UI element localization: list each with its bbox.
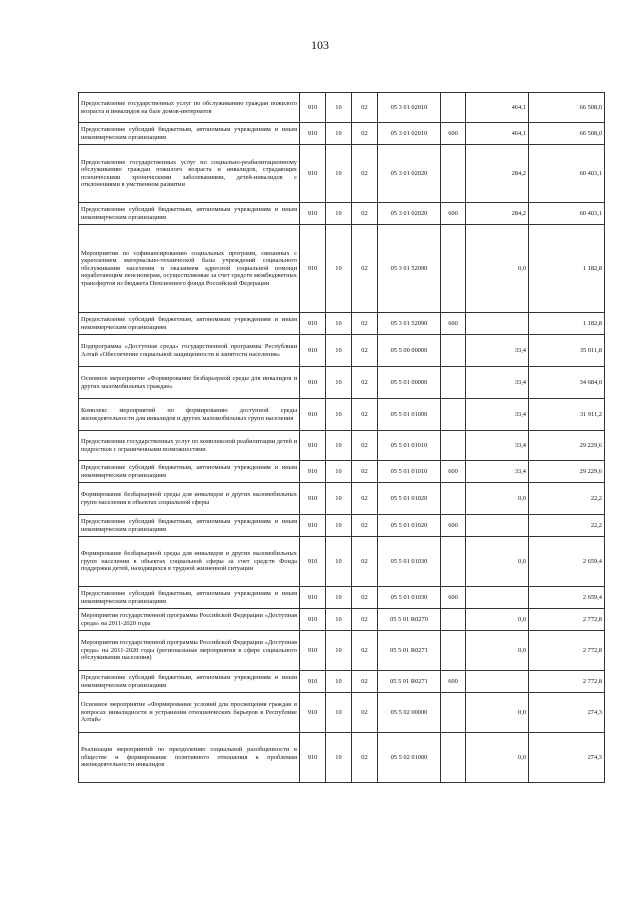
row-sum1-cell (466, 587, 529, 609)
row-vr-cell: 600 (441, 515, 466, 537)
row-name-cell: Основное мероприятие «Формирование условий для просвещения граждан в вопросах инвалидности и устранения отношенческих барьеров в Республике Алтай» (79, 693, 300, 733)
row-name-cell: Предоставление субсидий бюджетным, автономным учреждениям и иным некоммерческим организациям (79, 461, 300, 483)
row-gr-cell: 910 (300, 461, 326, 483)
table-row (79, 93, 605, 123)
row-gr-cell: 910 (300, 483, 326, 515)
table-row (79, 399, 605, 431)
row-gr-cell: 910 (300, 203, 326, 225)
row-sum2-cell: 35 011,8 (529, 335, 605, 367)
row-sum1-cell: 0,0 (466, 693, 529, 733)
row-pr-cell: 02 (352, 225, 378, 313)
table-row (79, 203, 605, 225)
row-rz-cell: 10 (326, 93, 352, 123)
row-name-cell: Предоставление субсидий бюджетным, автономным учреждениям и иным некоммерческим организациям (79, 587, 300, 609)
row-pr-cell: 02 (352, 515, 378, 537)
row-sum2-cell: 2 659,4 (529, 587, 605, 609)
row-name-cell: Предоставление субсидий бюджетным, автономным учреждениям и иным некоммерческим организациям (79, 123, 300, 145)
row-name-cell: Основное мероприятие «Формирование безбарьерной среды для инвалидов и других маломобильных граждан» (79, 367, 300, 399)
row-sum1-cell: 0,0 (466, 225, 529, 313)
row-rz-cell: 10 (326, 399, 352, 431)
row-vr-cell: 600 (441, 671, 466, 693)
row-gr-cell: 910 (300, 733, 326, 783)
row-sum2-cell: 66 508,0 (529, 123, 605, 145)
row-sum2-cell: 66 508,0 (529, 93, 605, 123)
row-csr-cell: 05 5 02 01000 (378, 733, 441, 783)
row-csr-cell: 05 3 01 02010 (378, 123, 441, 145)
row-sum1-cell (466, 671, 529, 693)
row-name-cell: Предоставление субсидий бюджетным, автономным учреждениям и иным некоммерческим организациям (79, 313, 300, 335)
row-rz-cell: 10 (326, 313, 352, 335)
table-row (79, 335, 605, 367)
table-row (79, 515, 605, 537)
row-gr-cell: 910 (300, 515, 326, 537)
row-vr-cell (441, 693, 466, 733)
row-sum2-cell: 2 659,4 (529, 537, 605, 587)
row-sum1-cell: 284,2 (466, 145, 529, 203)
row-pr-cell: 02 (352, 431, 378, 461)
row-csr-cell: 05 5 01 R0270 (378, 609, 441, 631)
row-name-cell: Предоставление государственных услуг по социально-реабилитационному обслуживанию граждан пожилого возраста и инвалидов, страдающих психическими хроническими заболеваниями, детей-инвалидов с отклонениями в умственном развитии (79, 145, 300, 203)
row-sum1-cell: 33,4 (466, 335, 529, 367)
table-row (79, 671, 605, 693)
row-sum1-cell: 464,1 (466, 93, 529, 123)
row-gr-cell: 910 (300, 587, 326, 609)
row-pr-cell: 02 (352, 203, 378, 225)
row-pr-cell: 02 (352, 733, 378, 783)
row-pr-cell: 02 (352, 93, 378, 123)
row-sum1-cell: 284,2 (466, 203, 529, 225)
row-vr-cell: 600 (441, 313, 466, 335)
row-sum1-cell: 464,1 (466, 123, 529, 145)
row-sum2-cell: 22,2 (529, 483, 605, 515)
row-vr-cell: 600 (441, 587, 466, 609)
row-vr-cell (441, 367, 466, 399)
row-csr-cell: 05 3 01 52090 (378, 225, 441, 313)
row-sum1-cell (466, 313, 529, 335)
row-rz-cell: 10 (326, 587, 352, 609)
row-rz-cell: 10 (326, 671, 352, 693)
row-sum2-cell: 29 229,6 (529, 461, 605, 483)
row-gr-cell: 910 (300, 671, 326, 693)
row-vr-cell (441, 145, 466, 203)
row-name-cell: Реализация мероприятий по преодолению социальной разобщенности в обществе и формирование позитивного отношения к проблемам жизнедеятельности инвалидов (79, 733, 300, 783)
row-gr-cell: 910 (300, 609, 326, 631)
row-vr-cell (441, 609, 466, 631)
row-sum1-cell: 33,4 (466, 431, 529, 461)
row-name-cell: Предоставление государственных услуг по обслуживанию граждан пожилого возраста и инвалидов на базе домов-интернатов (79, 93, 300, 123)
row-vr-cell (441, 399, 466, 431)
row-name-cell: Мероприятия государственной программы Российской Федерации «Доступная среда» на 2011-2020 годы (79, 609, 300, 631)
row-rz-cell: 10 (326, 123, 352, 145)
table-row (79, 313, 605, 335)
row-rz-cell: 10 (326, 483, 352, 515)
row-rz-cell: 10 (326, 335, 352, 367)
row-sum2-cell: 274,3 (529, 733, 605, 783)
row-gr-cell: 910 (300, 225, 326, 313)
table-row (79, 537, 605, 587)
row-gr-cell: 910 (300, 313, 326, 335)
row-pr-cell: 02 (352, 537, 378, 587)
row-rz-cell: 10 (326, 367, 352, 399)
row-sum2-cell: 31 911,2 (529, 399, 605, 431)
row-csr-cell: 05 5 01 R0271 (378, 671, 441, 693)
row-name-cell: Предоставление государственных услуг по комплексной реабилитации детей и подростков с ограниченными возможностями (79, 431, 300, 461)
table-row (79, 225, 605, 313)
row-rz-cell: 10 (326, 203, 352, 225)
table-row (79, 483, 605, 515)
row-sum2-cell: 2 772,8 (529, 609, 605, 631)
row-csr-cell: 05 5 01 01030 (378, 537, 441, 587)
row-sum2-cell: 34 684,0 (529, 367, 605, 399)
row-csr-cell: 05 5 01 01020 (378, 483, 441, 515)
row-csr-cell: 05 5 01 01010 (378, 431, 441, 461)
row-csr-cell: 05 5 01 01020 (378, 515, 441, 537)
table-row (79, 431, 605, 461)
row-sum1-cell: 33,4 (466, 367, 529, 399)
row-pr-cell: 02 (352, 671, 378, 693)
row-sum1-cell (466, 515, 529, 537)
row-pr-cell: 02 (352, 335, 378, 367)
row-sum2-cell: 1 182,8 (529, 225, 605, 313)
page-number: 103 (311, 38, 329, 52)
row-pr-cell: 02 (352, 123, 378, 145)
row-pr-cell: 02 (352, 609, 378, 631)
row-name-cell: Предоставление субсидий бюджетным, автономным учреждениям и иным некоммерческим организациям (79, 203, 300, 225)
row-name-cell: Формирование безбарьерной среды для инвалидов и других маломобильных групп населения в объектах социальной сферы (79, 483, 300, 515)
row-vr-cell (441, 225, 466, 313)
table-row (79, 693, 605, 733)
row-rz-cell: 10 (326, 431, 352, 461)
row-vr-cell (441, 431, 466, 461)
row-gr-cell: 910 (300, 631, 326, 671)
row-csr-cell: 05 5 01 R0271 (378, 631, 441, 671)
row-sum2-cell: 274,3 (529, 693, 605, 733)
row-gr-cell: 910 (300, 93, 326, 123)
row-vr-cell (441, 483, 466, 515)
row-sum1-cell: 0,0 (466, 537, 529, 587)
row-pr-cell: 02 (352, 483, 378, 515)
row-pr-cell: 02 (352, 367, 378, 399)
budget-table-body (79, 93, 605, 783)
row-csr-cell: 05 5 01 01030 (378, 587, 441, 609)
row-csr-cell: 05 3 01 02020 (378, 145, 441, 203)
row-vr-cell: 600 (441, 123, 466, 145)
table-row (79, 733, 605, 783)
table-row (79, 123, 605, 145)
row-sum1-cell: 0,0 (466, 483, 529, 515)
row-csr-cell: 05 5 01 01010 (378, 461, 441, 483)
row-csr-cell: 05 3 01 02020 (378, 203, 441, 225)
row-csr-cell: 05 5 01 01000 (378, 399, 441, 431)
table-row (79, 587, 605, 609)
row-name-cell: Предоставление субсидий бюджетным, автономным учреждениям и иным некоммерческим организациям (79, 671, 300, 693)
row-sum2-cell: 2 772,8 (529, 671, 605, 693)
row-rz-cell: 10 (326, 733, 352, 783)
row-sum2-cell: 1 182,8 (529, 313, 605, 335)
budget-table (78, 92, 605, 783)
row-csr-cell: 05 3 01 52090 (378, 313, 441, 335)
row-sum1-cell: 0,0 (466, 733, 529, 783)
row-pr-cell: 02 (352, 461, 378, 483)
row-gr-cell: 910 (300, 367, 326, 399)
row-pr-cell: 02 (352, 313, 378, 335)
row-sum1-cell: 33,4 (466, 399, 529, 431)
row-gr-cell: 910 (300, 123, 326, 145)
row-sum1-cell: 0,0 (466, 631, 529, 671)
row-sum2-cell: 22,2 (529, 515, 605, 537)
row-name-cell: Мероприятия государственной программы Российской Федерации «Доступная среда» на 2011-2020 годы (региональные мероприятия в сфере социального обслуживания населения) (79, 631, 300, 671)
row-name-cell: Мероприятия по софинансированию социальных программ, связанных с укреплением материально-технической базы учреждений социального обслуживания населения и оказанием адресной социальной помощи неработающим пенсионерам, осуществляемые за счет средств межбюджетных трансфертов из бюджета Пенсионного фонда Российской Федерации (79, 225, 300, 313)
row-rz-cell: 10 (326, 631, 352, 671)
row-csr-cell: 05 3 01 02010 (378, 93, 441, 123)
row-sum2-cell: 2 772,8 (529, 631, 605, 671)
row-name-cell: Комплекс мероприятий по формированию доступной среды жизнедеятельности для инвалидов и других маломобильных групп населения (79, 399, 300, 431)
row-sum2-cell: 60 403,1 (529, 145, 605, 203)
row-vr-cell (441, 335, 466, 367)
row-vr-cell (441, 631, 466, 671)
row-name-cell: Подпрограмма «Доступная среда» государственной программы Республики Алтай «Обеспечение социальной защищенности и занятости населения» (79, 335, 300, 367)
row-vr-cell (441, 93, 466, 123)
row-name-cell: Предоставление субсидий бюджетным, автономным учреждениям и иным некоммерческим организациям (79, 515, 300, 537)
row-pr-cell: 02 (352, 587, 378, 609)
row-gr-cell: 910 (300, 399, 326, 431)
row-rz-cell: 10 (326, 145, 352, 203)
row-pr-cell: 02 (352, 145, 378, 203)
row-name-cell: Формирование безбарьерной среды для инвалидов и других маломобильных групп населения в объектах социальной сферы за счет средств Фонда поддержки детей, находящихся в трудной жизненной ситуации (79, 537, 300, 587)
row-csr-cell: 05 5 02 00000 (378, 693, 441, 733)
table-row (79, 461, 605, 483)
row-sum1-cell: 0,0 (466, 609, 529, 631)
row-rz-cell: 10 (326, 515, 352, 537)
table-row (79, 631, 605, 671)
table-row (79, 609, 605, 631)
row-pr-cell: 02 (352, 693, 378, 733)
row-gr-cell: 910 (300, 335, 326, 367)
row-vr-cell (441, 537, 466, 587)
row-csr-cell: 05 5 01 00000 (378, 367, 441, 399)
row-csr-cell: 05 5 00 00000 (378, 335, 441, 367)
row-gr-cell: 910 (300, 537, 326, 587)
row-sum2-cell: 29 229,6 (529, 431, 605, 461)
row-gr-cell: 910 (300, 145, 326, 203)
row-gr-cell: 910 (300, 693, 326, 733)
row-rz-cell: 10 (326, 609, 352, 631)
row-rz-cell: 10 (326, 537, 352, 587)
row-rz-cell: 10 (326, 693, 352, 733)
row-vr-cell (441, 733, 466, 783)
table-row (79, 367, 605, 399)
row-pr-cell: 02 (352, 631, 378, 671)
row-gr-cell: 910 (300, 431, 326, 461)
row-pr-cell: 02 (352, 399, 378, 431)
row-rz-cell: 10 (326, 225, 352, 313)
row-sum2-cell: 60 403,1 (529, 203, 605, 225)
row-vr-cell: 600 (441, 203, 466, 225)
table-row (79, 145, 605, 203)
row-rz-cell: 10 (326, 461, 352, 483)
row-sum1-cell: 33,4 (466, 461, 529, 483)
row-vr-cell: 600 (441, 461, 466, 483)
